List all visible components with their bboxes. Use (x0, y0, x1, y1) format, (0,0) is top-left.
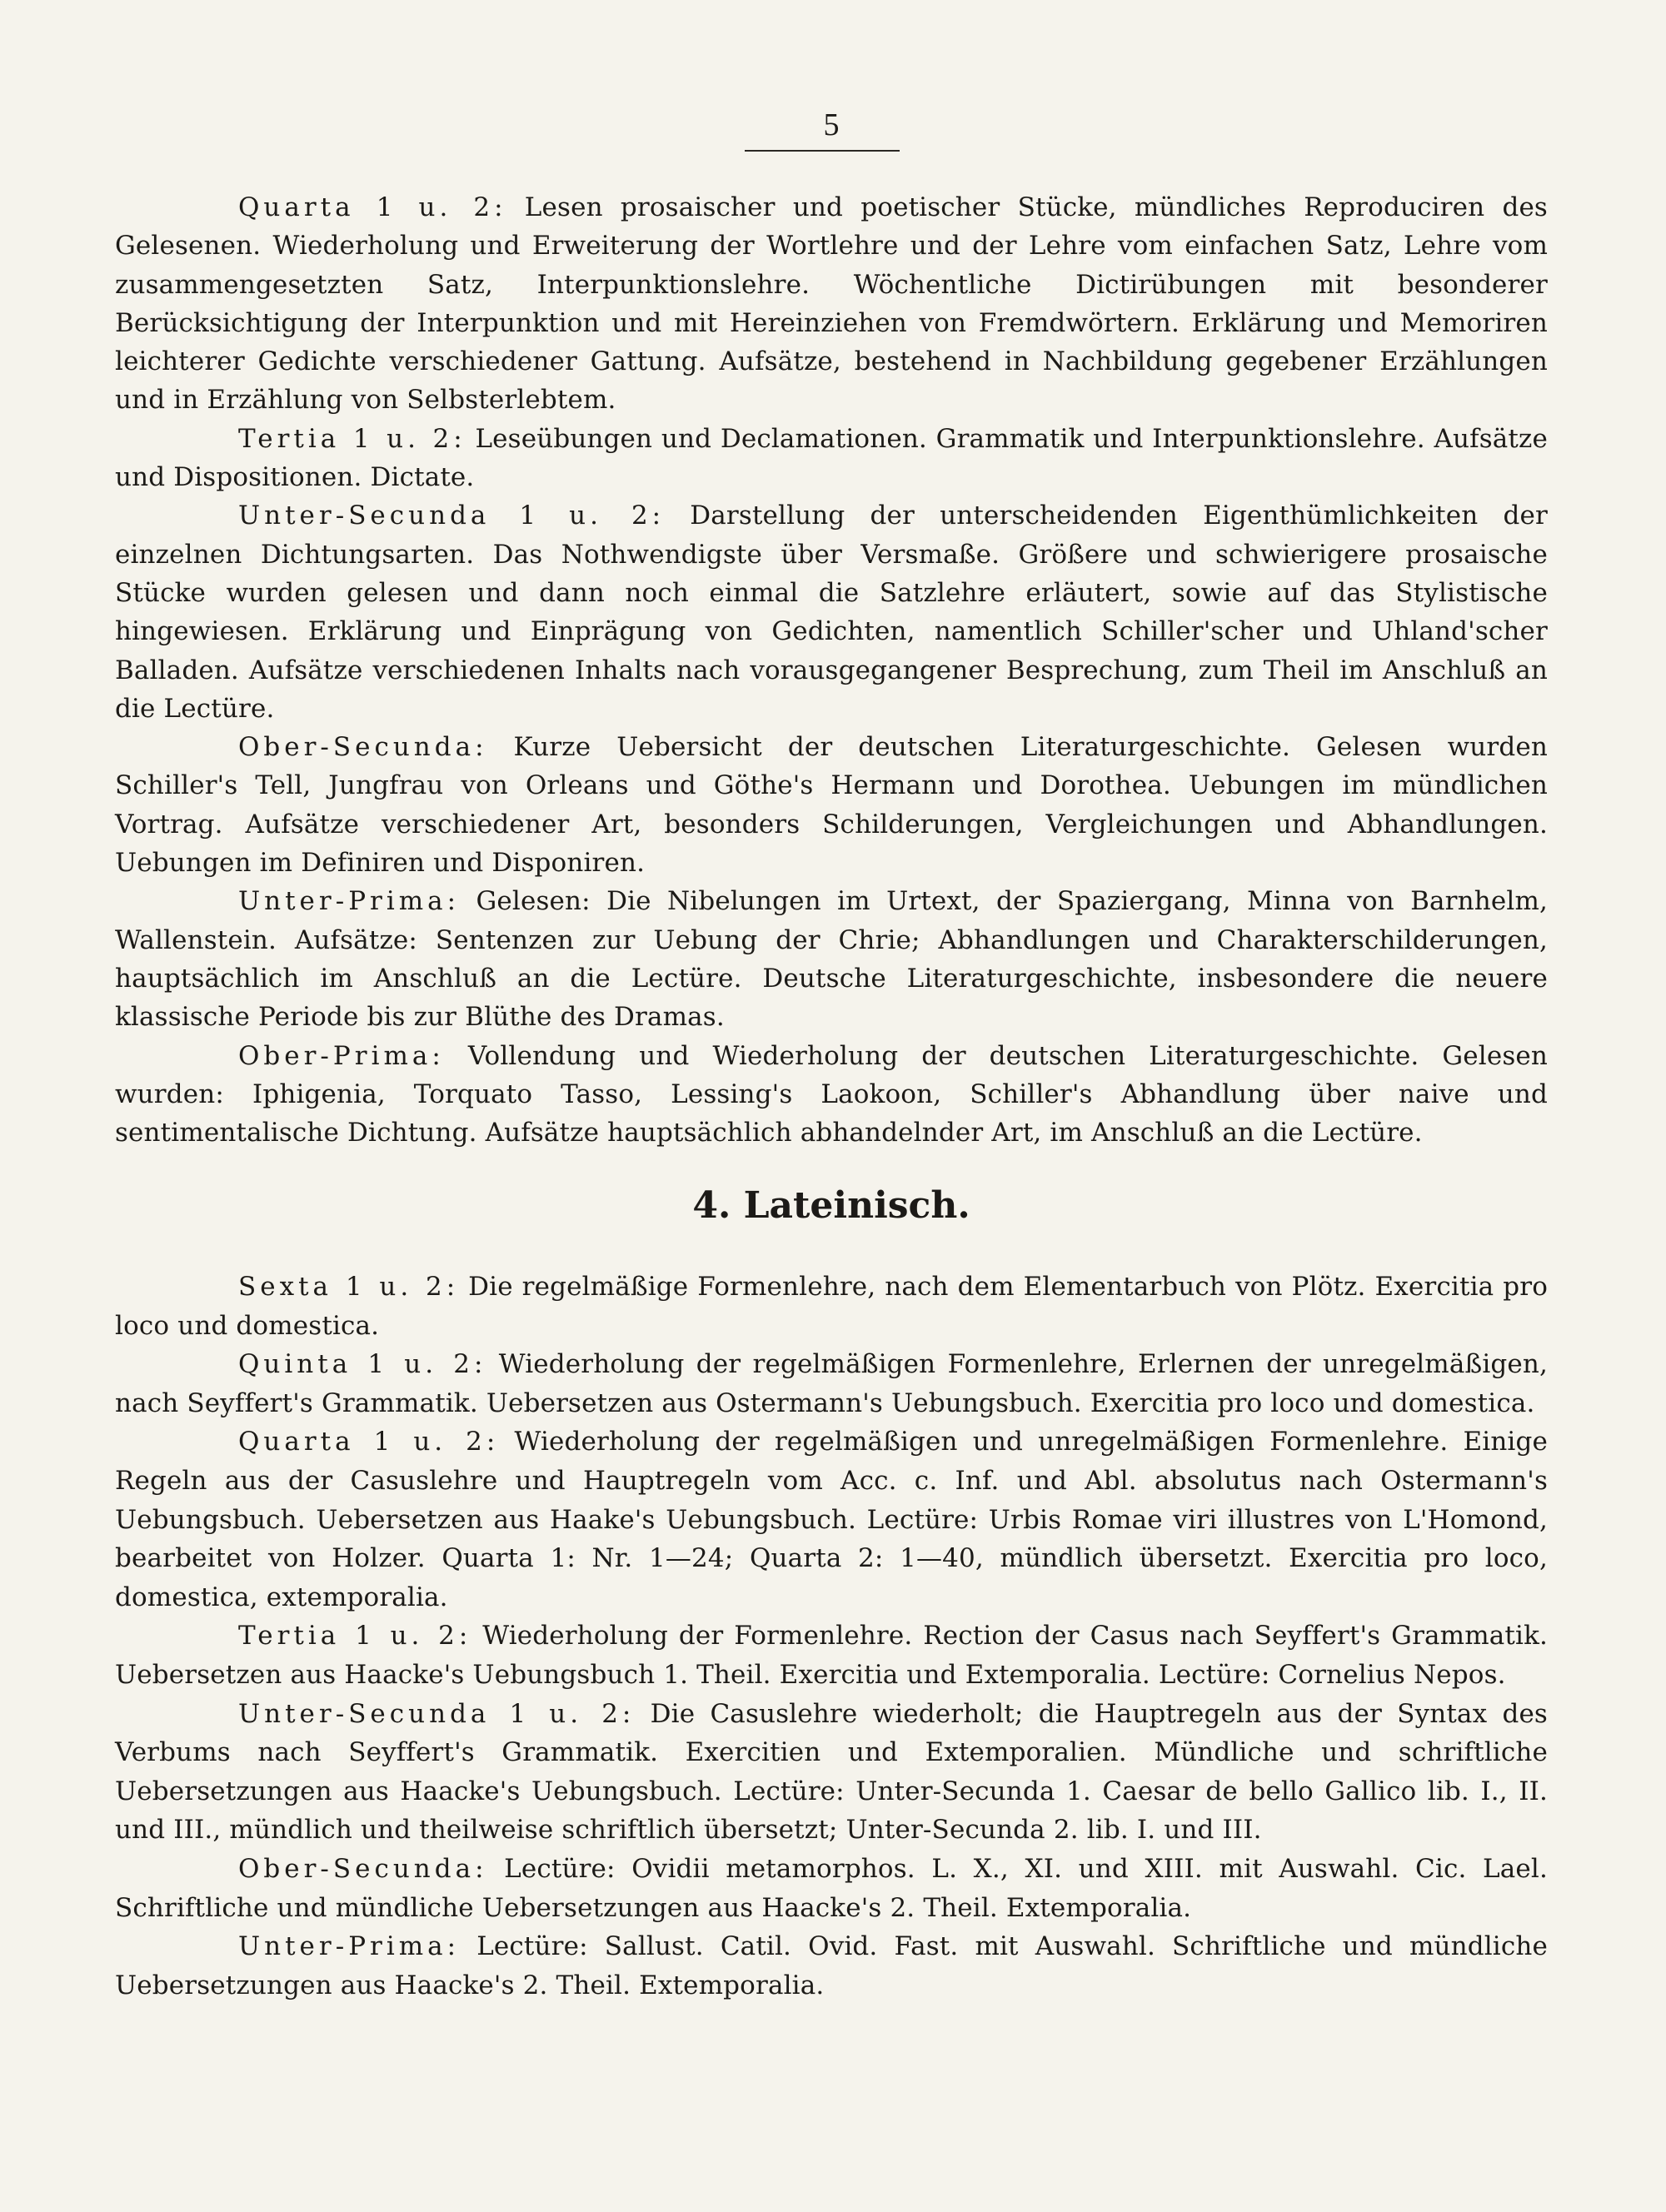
class-label: Ober-Prima: (238, 1040, 445, 1071)
class-label: Quinta 1 u. 2: (238, 1349, 487, 1380)
paragraph-text: Vollendung und Wiederholung der deutschen Literaturgeschichte. Gelesen wurden: Iphigenia, Torquato Tasso, Lessing's Laokoon, Schiller's Abhandlung über naive und sentimentalische Dichtung. Aufsätze hauptsächlich abhandelnder Art, im Anschluß an die Lectüre. (115, 1040, 1548, 1148)
paragraph-text: Die regelmäßige Formenlehre, nach dem Elementarbuch von Plötz. Exercitia pro loco und domestica. (115, 1272, 1549, 1341)
paragraph-text: Kurze Uebersicht der deutschen Literaturgeschichte. Gelesen wurden Schiller's Tell, Jungfrau von Orleans und Göthe's Hermann und Dorothea. Uebungen im mündlichen Vortrag. Aufsätze verschiedener Art, besonders Schilderungen, Vergleichungen und Abhandlungen. Uebungen im Definiren und Disponiren. (115, 732, 1548, 879)
class-label: Sexta 1 u. 2: (238, 1272, 460, 1302)
paragraph-unter-secunda (115, 1695, 1548, 1850)
class-label: Quarta 1 u. 2: (238, 1427, 500, 1457)
page-number: 5 (823, 107, 840, 142)
paragraph-text: Lectüre: Sallust. Catil. Ovid. Fast. mit Auswahl. Schriftliche und mündliche Uebersetzungen aus Haacke's 2. Theil. Extemporalia. (115, 1931, 1548, 2000)
paragraph-text: Wiederholung der regelmäßigen und unregelmäßigen Formenlehre. Einige Regeln aus der Casuslehre und Hauptregeln vom Acc. c. Inf. und Abl. absolutus nach Ostermann's Uebungsbuch. Uebersetzen aus Haake's Uebungsbuch. Lectüre: Urbis Romae viri illustres von L'Homond, bearbeitet von Holzer. Quarta 1: Nr. 1—24; Quarta 2: 1—40, mündlich übersetzt. Exercitia pro loco, domestica, extemporalia. (115, 1427, 1548, 1612)
paragraph-unter-prima (115, 882, 1548, 1036)
class-label: Unter-Secunda 1 u. 2: (238, 501, 666, 531)
paragraph-quarta (115, 1422, 1548, 1617)
class-label: Ober-Secunda: (238, 1853, 488, 1884)
paragraph-text: Leseübungen und Declamationen. Grammatik und Interpunktionslehre. Aufsätze und Dispositionen. Dictate. (115, 423, 1548, 493)
class-label: Unter-Secunda 1 u. 2: (238, 1698, 636, 1729)
german-curriculum-section (115, 188, 1548, 1152)
paragraph-text: Gelesen: Die Nibelungen im Urtext, der Spaziergang, Minna von Barnhelm, Wallenstein. Aufsätze: Sentenzen zur Uebung der Chrie; Abhandlungen und Charakterschilderungen, hauptsächlich im Anschluß an die Lectüre. Deutsche Literaturgeschichte, insbesondere die neuere klassische Periode bis zur Blüthe des Dramas. (115, 886, 1548, 1033)
paragraph-unter-prima (115, 1927, 1548, 2005)
class-label: Tertia 1 u. 2: (238, 423, 466, 454)
paragraph-text: Lesen prosaischer und poetischer Stücke, mündliches Reproduciren des Gelesenen. Wiederholung und Erweiterung der Wortlehre und der Lehre vom einfachen Satz, Lehre vom zusammengesetzten Satz, Interpunktionslehre. Wöchentliche Dictirübungen mit besonderer Berücksichtigung der Interpunktion und mit Hereinziehen von Fremdwörtern. Erklärung und Memoriren leichterer Gedichte verschiedener Gattung. Aufsätze, bestehend in Nachbildung gegebener Erzählungen und in Erzählung von Selbsterlebtem. (115, 192, 1548, 416)
class-label: Ober-Secunda: (238, 732, 488, 763)
paragraph-tertia (115, 420, 1548, 497)
paragraph-ober-secunda (115, 1850, 1548, 1927)
paragraph-tertia (115, 1617, 1548, 1694)
paragraph-unter-secunda (115, 496, 1548, 728)
class-label: Quarta 1 u. 2: (238, 192, 507, 222)
section-heading-latin: 4. Lateinisch. (692, 1184, 970, 1227)
paragraph-text: Wiederholung der regelmäßigen Formenlehre, Erlernen der unregelmäßigen, nach Seyffert's Grammatik. Uebersetzen aus Ostermann's Uebungsbuch. Exercitia pro loco und domestica. (115, 1349, 1548, 1418)
paragraph-text: Lectüre: Ovidii metamorphos. L. X., XI. und XIII. mit Auswahl. Cic. Lael. Schriftliche und mündliche Uebersetzungen aus Haacke's 2. Theil. Extemporalia. (115, 1853, 1548, 1923)
paragraph-sexta (115, 1268, 1548, 1345)
paragraph-ober-secunda (115, 728, 1548, 882)
paragraph-quinta (115, 1345, 1548, 1422)
paragraph-ober-prima (115, 1037, 1548, 1153)
class-label: Tertia 1 u. 2: (238, 1621, 472, 1652)
class-label: Unter-Prima: (238, 1931, 461, 1962)
page-number-rule (745, 150, 900, 152)
class-label: Unter-Prima: (238, 886, 461, 917)
paragraph-quarta (115, 188, 1548, 420)
paragraph-text: Wiederholung der Formenlehre. Rection der Casus nach Seyffert's Grammatik. Uebersetzen aus Haacke's Uebungsbuch 1. Theil. Exercitia und Extemporalia. Lectüre: Cornelius Nepos. (115, 1621, 1549, 1690)
paragraph-text: Die Casuslehre wiederholt; die Hauptregeln aus der Syntax des Verbums nach Seyffert's Grammatik. Exercitien und Extemporalien. Mündliche und schriftliche Uebersetzungen aus Haacke's Uebungsbuch. Lectüre: Unter-Secunda 1. Caesar de bello Gallico lib. I., II. und III., mündlich und theilweise schriftlich übersetzt; Unter-Secunda 2. lib. I. und III. (115, 1698, 1548, 1846)
paragraph-text: Darstellung der unterscheidenden Eigenthümlichkeiten der einzelnen Dichtungsarten. Das Nothwendigste über Versmaße. Größere und schwierigere prosaische Stücke wurden gelesen und dann noch einmal die Satzlehre erläutert, sowie auf das Stylistische hingewiesen. Erklärung und Einprägung von Gedichten, namentlich Schiller'scher und Uhland'scher Balladen. Aufsätze verschiedenen Inhalts nach vorausgegangener Besprechung, zum Theil im Anschluß an die Lectüre. (115, 501, 1548, 724)
latin-curriculum-section (115, 1268, 1548, 2005)
